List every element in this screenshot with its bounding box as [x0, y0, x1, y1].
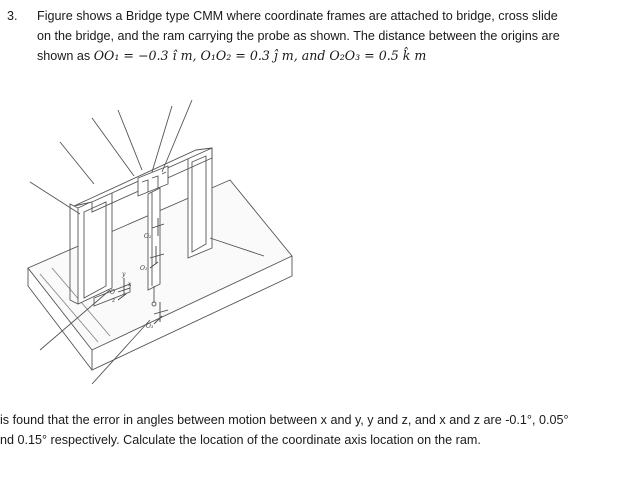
- bottom-line-1: is found that the error in angles between motion between x and y, y and z, and x and z are -0.1°, 0.05°: [0, 413, 569, 427]
- bottom-line-2: nd 0.15° respectively. Calculate the location of the coordinate axis location on the ram.: [0, 433, 481, 447]
- label-x: x: [128, 281, 132, 288]
- question-text: [37, 6, 617, 66]
- cmm-figure: [0, 88, 340, 390]
- label-o1: O₁: [140, 265, 148, 272]
- bottom-text: [0, 410, 622, 450]
- question-line-1: Figure shows a Bridge type CMM where coordinate frames are attached to bridge, cross slide: [37, 9, 558, 23]
- line3-prefix: shown as: [37, 49, 94, 63]
- label-o3: O₃: [146, 323, 154, 330]
- label-z: z: [112, 297, 116, 304]
- equation-o1o2: O₁O₂ = 0.3 ĵ m, and: [200, 48, 330, 63]
- question-line-3: [37, 46, 617, 66]
- question-line-2: on the bridge, and the ram carrying the probe as shown. The distance between the origins are: [37, 29, 560, 43]
- equation-oo1: OO₁ = −0.3 î m,: [93, 48, 201, 63]
- label-y: y: [122, 271, 126, 278]
- question-number: 3.: [7, 9, 18, 23]
- label-o2: O₂: [144, 233, 152, 240]
- equation-o2o3: O₂O₃ = 0.5 k̂ m: [329, 48, 427, 63]
- label-o: O: [110, 289, 115, 296]
